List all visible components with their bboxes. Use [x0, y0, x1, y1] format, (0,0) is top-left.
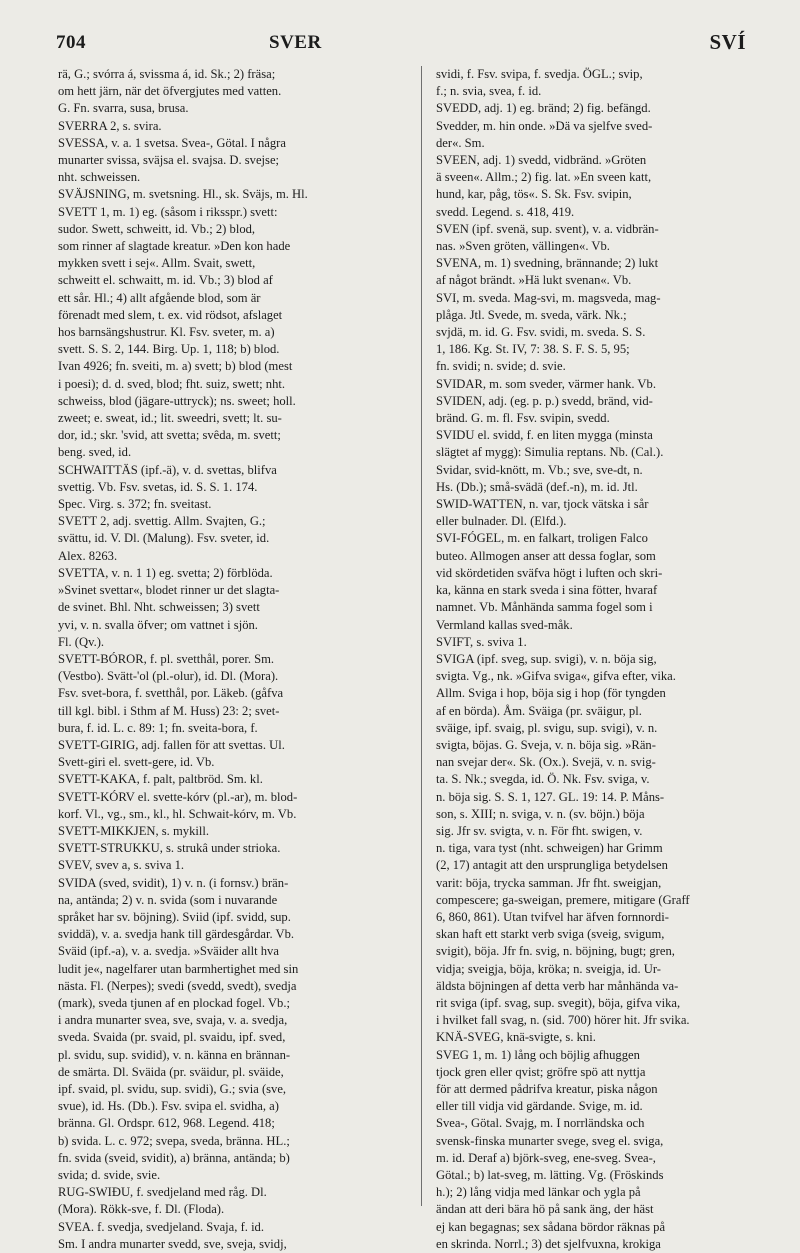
text-line: svettig. Vb. Fsv. svetas, id. S. S. 1. 174. — [58, 479, 258, 494]
text-line: SWID-WATTEN, n. var, tjock vätska i sår — [436, 497, 649, 512]
text-line: buteo. Allmogen anser att dessa foglar, som — [436, 548, 656, 563]
text-line: SVETT 2, adj. svettig. Allm. Svajten, G.; — [58, 514, 266, 529]
text-line: SVETT 1, m. 1) eg. (såsom i riksspr.) svett: — [58, 204, 278, 219]
text-line: eller bulnader. Dl. (Elfd.). — [436, 514, 567, 529]
text-line: SVEDD, adj. 1) eg. bränd; 2) fig. befängd. — [436, 101, 651, 116]
text-line: nan svejar der«. Sk. (Ox.). Svejä, v. n. svig- — [436, 755, 656, 770]
text-line: SVETT-KAKA, f. palt, paltbröd. Sm. kl. — [58, 772, 263, 787]
text-line: yvi, v. n. svalla öfver; om vattnet i sjön. — [58, 617, 258, 632]
text-line: svida; d. svide, svie. — [58, 1168, 161, 1182]
text-line: SVETTA, v. n. 1 1) eg. svetta; 2) förblöda. — [58, 565, 273, 580]
text-line: språket har sv. böjning). Sviid (ipf. svidd, sup. — [58, 909, 291, 924]
text-line: (2, 17) antagit att den ursprungliga betydelsen — [436, 858, 668, 873]
text-line: son, s. XIII; n. sviga, v. n. (sv. böjn.) böja — [436, 806, 645, 821]
text-line: varit: böja, trycka samman. Jfr fht. sweigjan, — [436, 875, 662, 890]
text-line: SVI-FÓGEL, m. en falkart, troligen Falco — [436, 531, 648, 546]
text-line: sig. Jfr sv. svigta, v. n. För fht. swigen, v. — [436, 823, 643, 838]
left-column — [58, 66, 408, 1253]
text-line: pl. svidu, sup. svidid), v. n. känna en brännan- — [58, 1047, 291, 1062]
text-line: ändan att deri bära hö på sank äng, der häst — [436, 1202, 654, 1217]
text-line: SVERRA 2, s. svira. — [58, 118, 162, 133]
text-line: de smärta. Dl. Sväida (pr. sväidur, pl. sväide, — [58, 1064, 284, 1079]
text-line: slägtet af mygg): Simulia reptans. Nb. (Cal.). — [436, 445, 664, 460]
text-line: mykken svett i sej«. Allm. Svait, swett, — [58, 256, 256, 271]
left-running-headword: SVER — [269, 32, 322, 53]
text-line: bura, f. id. L. c. 89: 1; fn. sveita-bora, f. — [58, 720, 258, 735]
text-line: Svett-giri el. svett-gere, id. Vb. — [58, 755, 215, 770]
text-line: SVI, m. sveda. Mag-svi, m. magsveda, mag- — [436, 290, 661, 305]
text-line: af en börda). Åm. Sväiga (pr. sväigur, pl. — [436, 703, 642, 718]
text-line: af något brändt. »Hä lukt svenan«. Vb. — [436, 273, 632, 288]
text-line: SVETT-GIRIG, adj. fallen för att svettas. Ul. — [58, 737, 285, 752]
right-running-headword: SVÍ — [709, 30, 746, 54]
text-line: beng. sved, id. — [58, 445, 132, 460]
text-line: som rinner af slagtade kreatur. »Den kon hade — [58, 239, 291, 254]
page-number: 704 — [56, 32, 86, 53]
text-line: Allm. Sviga i hop, böja sig i hop (för tyngden — [436, 686, 666, 701]
text-line: Fsv. svet-bora, f. svetthål, por. Läkeb. (gåfva — [58, 686, 284, 701]
text-line: bränna. Gl. Ordspr. 612, 968. Legend. 418; — [58, 1116, 275, 1131]
text-line: ludit je«, nagelfarer utan barmhertighet med sin — [58, 961, 299, 976]
text-line: ej kan begagnas; sex sådana bördor räknas på — [436, 1219, 666, 1234]
text-line: SVESSA, v. a. 1 svetsa. Svea-, Götal. I några — [58, 135, 286, 150]
text-line: Fl. (Qv.). — [58, 634, 105, 649]
text-line: SVIDA (sved, svidit), 1) v. n. (i fornsv.) brän- — [58, 875, 289, 890]
text-line: skan haft ett starkt verb sviga (sveig, svigum, — [436, 927, 665, 942]
text-line: rä, G.; svórra á, svissma á, id. Sk.; 2) fräsa; — [58, 67, 276, 81]
text-line: de svinet. Bhl. Nht. schweissen; 3) svett — [58, 600, 260, 615]
text-line: n. böja sig. S. S. 1, 127. GL. 19: 14. P. Måns- — [436, 789, 665, 804]
text-line: svigit), böja. Jfr fn. svig, n. böjning, bugt; gren, — [436, 944, 675, 959]
text-line: der«. Sm. — [436, 135, 485, 150]
text-line: Svedder, m. hin onde. »Dä va sjelfve sved- — [436, 118, 653, 133]
text-line: i hvilket fall svag, n. (sid. 700) hörer hit. Jfr svika. — [436, 1013, 690, 1028]
text-line: ä sveen«. Allm.; 2) fig. lat. »En sveen katt, — [436, 170, 652, 185]
column-divider — [421, 66, 422, 1206]
text-line: zweet; e. sweat, id.; lit. sweedri, svett; lt. su- — [58, 411, 282, 426]
text-line: namnet. Vb. Månhända samma fogel som i — [436, 600, 653, 615]
text-line: m. id. Deraf a) björk-sveg, ene-sveg. Svea-, — [436, 1150, 656, 1165]
text-line: SVEG 1, m. 1) lång och böjlig afhuggen — [436, 1047, 640, 1062]
text-line: SVIDAR, m. som sveder, värmer hank. Vb. — [436, 376, 656, 391]
text-line: svett. S. S. 2, 144. Birg. Up. 1, 118; b) blod. — [58, 342, 280, 357]
text-line: nht. schweissen. — [58, 170, 141, 185]
text-line: h.); 2) lång vidja med länkar och ygla på — [436, 1185, 641, 1200]
text-line: en skrinda. Norrl.; 3) det sjelfvuxna, krokiga — [436, 1236, 661, 1251]
text-line: n. tiga, vara tyst (nht. schweigen) har Grimm — [436, 841, 663, 856]
text-line: SVIGA (ipf. sveg, sup. svigi), v. n. böja sig, — [436, 651, 657, 666]
text-line: sviddä), v. a. svedja hank till gärdesgårdar. Vb. — [58, 927, 295, 942]
text-line: KNÄ-SVEG, knä-svigte, s. kni. — [436, 1030, 596, 1045]
text-line: ka, känna en stark sveda i sina fötter, hvaraf — [436, 583, 658, 598]
text-line: i andra munarter svea, sve, svaja, v. a. svedja, — [58, 1013, 288, 1028]
text-line: 6, 860, 861). Utan tvifvel har äfven fornnordi- — [436, 909, 669, 924]
text-line: munarter svissa, sväjsa el. svajsa. D. svejse; — [58, 153, 280, 168]
text-line: vid skördetiden sväfva högt i luften och skri- — [436, 565, 663, 580]
text-line: till kgl. bibl. i Sthm af M. Huss) 23: 2; svet- — [58, 703, 280, 718]
text-line: SVENA, m. 1) svedning, brännande; 2) lukt — [436, 256, 659, 271]
text-line: SVEV, svev a, s. sviva 1. — [58, 858, 185, 873]
text-line: svedd. Legend. s. 418, 419. — [436, 204, 575, 219]
text-line: schweitt el. schwaitt, m. id. Vb.; 3) blod af — [58, 273, 273, 288]
text-line: SVETT-BÓROR, f. pl. svetthål, porer. Sm. — [58, 651, 275, 666]
text-line: hos barnsängshustrur. Kl. Fsv. sveter, m. a) — [58, 325, 275, 340]
text-line: Spec. Virg. s. 372; fn. sveitast. — [58, 497, 212, 512]
text-line: nästa. Fl. (Nerpes); svedi (svedd, svedt), svedja — [58, 978, 297, 993]
text-line: sväige, ipf. svaig, pl. svigu, sup. svigi), v. n. — [436, 720, 658, 735]
text-line: äldsta böjningen af detta verb har månhända va- — [436, 978, 679, 993]
text-line: svidi, f. Fsv. svipa, f. svedja. ÖGL.; svip, — [436, 67, 643, 81]
text-line: SVEN (ipf. svenä, sup. svent), v. a. vidbrän- — [436, 221, 659, 236]
text-line: rit sviga (ipf. svag, sup. svegit), böja, gifva vika, — [436, 995, 681, 1010]
text-line: schweiss, blod (jägare-uttryck); ns. sweet; holl. — [58, 393, 296, 408]
text-line: compescere; ga-sweigan, premere, mitigare (Graff — [436, 892, 690, 907]
right-column — [436, 66, 782, 1253]
text-line: SVETT-KÓRV el. svette-kórv (pl.-ar), m. blod- — [58, 789, 298, 804]
text-line: SVIFT, s. sviva 1. — [436, 634, 527, 649]
text-line: (mark), sveda tjunen af en plockad fogel. Vb.; — [58, 995, 290, 1010]
running-header — [56, 28, 760, 62]
text-line: RUG-SWIÐU, f. svedjeland med råg. Dl. — [58, 1185, 267, 1200]
text-line: sudor. Swett, schweitt, id. Vb.; 2) blod, — [58, 221, 256, 236]
text-line: Sm. I andra munarter svedd, sve, sveja, svidj, — [58, 1236, 287, 1251]
text-line: 1, 186. Kg. St. IV, 7: 38. S. F. S. 5, 95; — [436, 342, 630, 357]
text-line: för att dermed pådrifva kreatur, piska någon — [436, 1081, 658, 1096]
text-line: sveda. Svaida (pr. svaid, pl. svaidu, ipf. sved, — [58, 1030, 286, 1045]
text-line: Götal.; b) lat-sveg, m. lätting. Vg. (Fröskinds — [436, 1168, 664, 1182]
text-line: SVEEN, adj. 1) svedd, vidbränd. »Gröten — [436, 153, 647, 168]
text-line: eller till vidja vid gärdande. Svige, m. id. — [436, 1099, 643, 1114]
text-line: SVIDU el. svidd, f. en liten mygga (minsta — [436, 428, 653, 443]
text-line: Svea-, Götal. Svajg, m. I norrländska och — [436, 1116, 645, 1131]
text-line: SVEA. f. svedja, svedjeland. Svaja, f. id. — [58, 1219, 265, 1234]
text-line: Hs. (Db.); små-svädä (def.-n), m. id. Jtl. — [436, 479, 638, 494]
text-line: svättu, id. V. Dl. (Malung). Fsv. sveter, id. — [58, 531, 270, 546]
text-line: b) svida. L. c. 972; svepa, sveda, bränna. HL.; — [58, 1133, 290, 1148]
text-line: nas. »Sven gröten, vällingen«. Vb. — [436, 239, 610, 254]
text-line: svigta, böjas. G. Sveja, v. n. böja sig. »Rän- — [436, 737, 656, 752]
text-line: tjock gren eller qvist; gröfre spö att nyttja — [436, 1064, 646, 1079]
text-line: dor, id.; skr. 'svid, att svetta; svêda, m. svett; — [58, 428, 281, 443]
text-line: SVÄJSNING, m. svetsning. Hl., sk. Sväjs, m. Hl. — [58, 187, 308, 202]
text-line: Alex. 8263. — [58, 548, 118, 563]
text-line: svensk-finska munarter svege, sveg el. sviga, — [436, 1133, 664, 1148]
text-line: vidja; sveigja, böja, kröka; n. sveigja, id. Ur- — [436, 961, 661, 976]
text-line: SVIDEN, adj. (eg. p. p.) svedd, bränd, vid- — [436, 393, 653, 408]
text-line: ta. S. Nk.; svegda, id. Ö. Nk. Fsv. sviga, v. — [436, 772, 650, 787]
text-line: Sväid (ipf.-a), v. a. svedja. »Sväider allt hva — [58, 944, 279, 959]
text-line: korf. Vl., vg., sm., kl., hl. Schwait-kórv, m. Vb. — [58, 806, 297, 821]
text-line: hund, kar, påg, tös«. S. Sk. Fsv. svipin, — [436, 187, 632, 202]
text-line: Vermland kallas sved-måk. — [436, 617, 573, 632]
text-line: svue), id. Hs. (Db.). Fsv. svipa el. svidha, a) — [58, 1099, 279, 1114]
text-line: i poesi); d. d. sved, blod; fht. suiz, swett; nht. — [58, 376, 286, 391]
text-line: om hett järn, när det öfvergjutes med vatten. — [58, 84, 282, 99]
text-line: SCHWAITTÄS (ipf.-ä), v. d. svettas, blifva — [58, 462, 277, 477]
text-line: ipf. svaid, pl. svidu, sup. svidi), G.; svia (sve, — [58, 1081, 287, 1096]
text-line: SVETT-STRUKKU, s. strukâ under strioka. — [58, 841, 281, 856]
text-line: f.; n. svia, svea, f. id. — [436, 84, 542, 99]
text-line: Svidar, svid-knött, m. Vb.; sve, sve-dt, n. — [436, 462, 643, 477]
text-line: (Vestbo). Svätt-'ol (pl.-olur), id. Dl. (Mora). — [58, 669, 279, 684]
text-line: SVETT-MIKKJEN, s. mykill. — [58, 823, 210, 838]
text-line: Ivan 4926; fn. sveiti, m. a) svett; b) blod (mest — [58, 359, 293, 374]
text-line: bränd. G. m. fl. Fsv. svipin, svedd. — [436, 411, 610, 426]
text-line: na, antända; 2) v. n. svida (som i nuvarande — [58, 892, 278, 907]
text-line: fn. svidi; n. svide; d. svie. — [436, 359, 566, 374]
text-line: svjdä, m. id. G. Fsv. svidi, m. sveda. S. S. — [436, 325, 646, 340]
text-line: fn. svida (sveid, svidit), a) bränna, antända; b) — [58, 1150, 290, 1165]
text-line: förenadt med slem, t. ex. vid rödsot, afslaget — [58, 307, 283, 322]
text-line: G. Fn. svarra, susa, brusa. — [58, 101, 189, 116]
text-line: ett sår. Hl.; 4) allt afgående blod, som är — [58, 290, 261, 305]
text-line: plåga. Jtl. Svede, m. sveda, värk. Nk.; — [436, 307, 627, 322]
text-line: svigta. Vg., nk. »Gifva sviga«, gifva efter, vika. — [436, 669, 676, 684]
text-line: (Mora). Rökk-sve, f. Dl. (Floda). — [58, 1202, 225, 1217]
text-line: »Svinet svettar«, blodet rinner ur det slagta- — [58, 583, 280, 598]
